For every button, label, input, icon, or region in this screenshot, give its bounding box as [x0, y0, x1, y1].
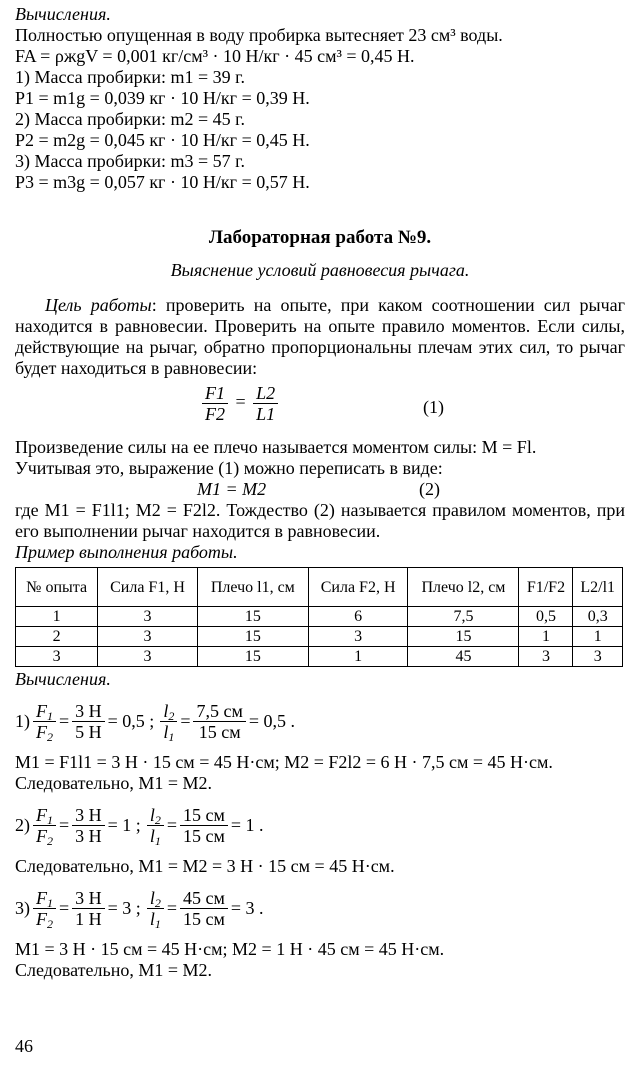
moment-definition: Произведение силы на ее плечо называется моментом силы: M = Fl.	[15, 437, 537, 457]
results-table	[15, 567, 623, 667]
lab-title: Лабораторная работа №9.	[208, 227, 432, 248]
calc-step-2: 2) $\frac{F_1}{F_2}$ = $\frac{3 Н}{3 Н}$ = 1 ; $\frac{l_2}{l_1}$ = $\frac{15 см}{15 см}$ = 1 .	[15, 804, 264, 848]
eq1-rhs-denominator: L1	[256, 404, 276, 424]
table-cell: 1	[519, 627, 573, 647]
table-cell: 15	[197, 607, 308, 627]
calc-heading: Вычисления.	[15, 669, 111, 689]
equation-2	[15, 479, 625, 500]
table-cell: 45	[408, 647, 519, 667]
table-row	[16, 627, 623, 647]
calc-step-1: 1) $\frac{F_1}{F_2}$ = $\frac{3 Н}{5 Н}$ = 0,5 ; $\frac{l_2}{l_1}$ = $\frac{7,5 см}{15 см}$ = 0,5 .	[15, 700, 296, 744]
table-cell: 3	[573, 647, 623, 667]
table-header-cell: № опыта	[16, 568, 98, 607]
where-text: где M1 = F1l1; M2 = F2l2. Тождество (2) называется правилом моментов, при его выполнении рычаг находится в равновесии.	[15, 500, 625, 541]
calc-fraction-den: 3 Н	[75, 825, 102, 846]
goal-label: Цель работы	[45, 295, 152, 315]
calc-result: = 3 .	[230, 897, 264, 918]
mass-line-1: 1) Масса пробирки: m1 = 39 г.	[15, 67, 245, 87]
conclusion-2: Следовательно, M1 = M2 = 3 Н · 15 см = 45 Н·см.	[15, 856, 395, 876]
moments-line-1: M1 = F1l1 = 3 Н · 15 см = 45 Н·см; M2 = F2l2 = 6 Н · 7,5 см = 45 Н·см.	[15, 752, 553, 772]
table-cell: 3	[98, 627, 198, 647]
calc-result: = 1 .	[230, 814, 264, 835]
lab-subtitle: Выяснение условий равновесия рычага.	[170, 260, 470, 280]
table-cell: 1	[573, 627, 623, 647]
table-row	[16, 647, 623, 667]
table-header-cell: Сила F2, Н	[308, 568, 408, 607]
rewrite-text: Учитывая это, выражение (1) можно переписать в виде:	[15, 458, 443, 478]
table-cell: 2	[16, 627, 98, 647]
table-cell: 15	[408, 627, 519, 647]
equation-1: $\frac{F1}{F2}$ = $\frac{L2}{L1}$ (1)	[15, 383, 625, 433]
table-cell: 1	[16, 607, 98, 627]
eq1-denominator: F2	[205, 404, 225, 424]
table-row	[16, 607, 623, 627]
weight-line-3: P3 = m3g = 0,057 кг · 10 Н/кг = 0,57 Н.	[15, 172, 310, 192]
table-cell: 3	[16, 647, 98, 667]
calc-fraction-den: 5 Н	[75, 721, 102, 742]
calc-fraction-den: 15 см	[182, 908, 225, 929]
weight-line-2: P2 = m2g = 0,045 кг · 10 Н/кг = 0,45 Н.	[15, 130, 310, 150]
table-header-cell: Плечо l1, см	[197, 568, 308, 607]
conclusion-1: Следовательно, M1 = M2.	[15, 773, 213, 793]
page-number: 46	[15, 1036, 33, 1056]
calc-fraction-num: 45 см	[180, 888, 228, 909]
table-cell: 3	[519, 647, 573, 667]
table-cell: 15	[197, 647, 308, 667]
moments-line-3: M1 = 3 Н · 15 см = 45 Н·см; M2 = 1 Н · 45 см = 45 Н·см.	[15, 939, 445, 959]
calc-step-label: 2)	[15, 814, 30, 835]
weight-line-1: P1 = m1g = 0,039 кг · 10 Н/кг = 0,39 Н.	[15, 88, 310, 108]
archimedes-force-line: FA = ρжgV = 0,001 кг/см³ · 10 Н/кг · 45 см³ = 0,45 Н.	[15, 46, 415, 66]
table-cell: 15	[197, 627, 308, 647]
mass-line-3: 3) Масса пробирки: m3 = 57 г.	[15, 151, 245, 171]
calc-step-label: 1)	[15, 710, 30, 731]
mass-line-2: 2) Масса пробирки: m2 = 45 г.	[15, 109, 245, 129]
table-cell: 6	[308, 607, 408, 627]
goal-paragraph	[15, 295, 625, 379]
calc-result: = 3 ;	[107, 897, 141, 918]
conclusion-3: Следовательно, M1 = M2.	[15, 960, 213, 980]
table-cell: 0,5	[519, 607, 573, 627]
calc-fraction-num: 15 см	[180, 805, 228, 826]
calc-result: = 0,5 .	[248, 710, 296, 731]
calc-result: = 1 ;	[107, 814, 141, 835]
calc-fraction-num: 3 Н	[72, 701, 105, 722]
table-header-cell: F1/F2	[519, 568, 573, 607]
table-header-row	[16, 568, 623, 607]
example-label: Пример выполнения работы.	[15, 542, 238, 562]
table-cell: 3	[98, 647, 198, 667]
calc-step-3: 3) $\frac{F_1}{F_2}$ = $\frac{3 Н}{1 Н}$ = 3 ; $\frac{l_2}{l_1}$ = $\frac{45 см}{15 см}$ = 3 .	[15, 887, 264, 931]
calc-result: = 0,5 ;	[107, 710, 155, 731]
calc-fraction-den: 15 см	[198, 721, 241, 742]
goal-text: : проверить на опыте, при каком соотношении сил рычаг находится в равновесии. Проверить на опыте правило моментов. Если силы, действующие на рычаг, обратно пропорциональны плечам этих сил, то рычаг будет находиться в равновесии:	[15, 295, 625, 378]
page-content	[15, 4, 625, 981]
calc-step-label: 3)	[15, 897, 30, 918]
calc-heading-top: Вычисления.	[15, 4, 111, 24]
displacement-line: Полностью опущенная в воду пробирка вытесняет 23 см³ воды.	[15, 25, 503, 45]
table-cell: 3	[98, 607, 198, 627]
table-cell: 7,5	[408, 607, 519, 627]
table-cell: 1	[308, 647, 408, 667]
eq2-number: (2)	[419, 479, 440, 499]
calc-fraction-den: 1 Н	[75, 908, 102, 929]
calc-fraction-num: 7,5 см	[193, 701, 245, 722]
table-cell: 3	[308, 627, 408, 647]
eq2-formula: M1 = M2	[197, 479, 267, 499]
table-header-cell: L2/l1	[573, 568, 623, 607]
table-header-cell: Сила F1, Н	[98, 568, 198, 607]
eq1-rhs-numerator: L2	[253, 383, 278, 404]
eq1-numerator: F1	[202, 383, 228, 404]
table-cell: 0,3	[573, 607, 623, 627]
eq1-number: (1)	[423, 397, 444, 417]
calc-fraction-den: 15 см	[182, 825, 225, 846]
calc-fraction-num: 3 Н	[72, 888, 105, 909]
table-header-cell: Плечо l2, см	[408, 568, 519, 607]
calc-fraction-num: 3 Н	[72, 805, 105, 826]
